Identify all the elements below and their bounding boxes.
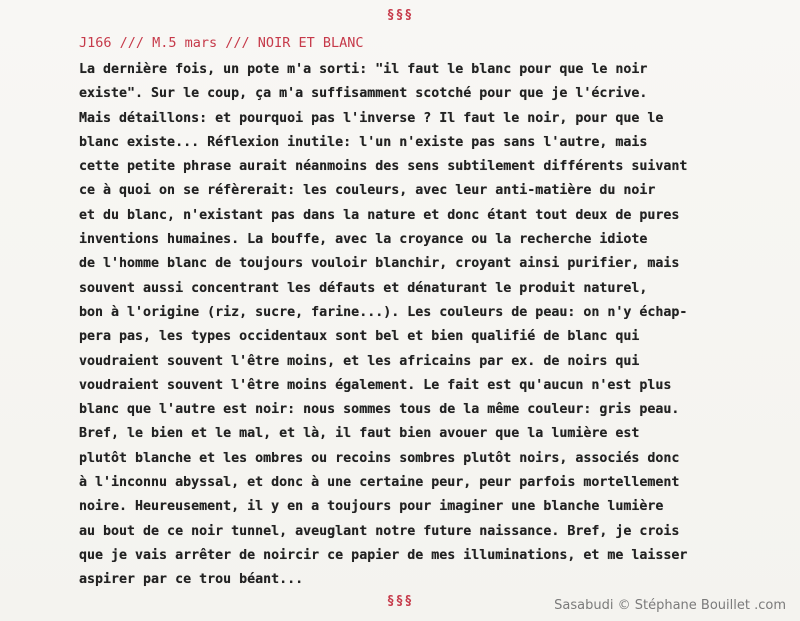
text-line: à l'inconnu abyssal, et donc à une certaine peur, peur parfois mortellement — [79, 475, 680, 491]
text-line: existe". Sur le coup, ça m'a suffisamment scotché pour que je l'écrive. — [79, 86, 648, 102]
text-line: inventions humaines. La bouffe, avec la croyance ou la recherche idiote — [79, 232, 648, 248]
text-line: souvent aussi concentrant les défauts et dénaturant le produit naturel, — [79, 280, 648, 296]
text-line: blanc existe... Réflexion inutile: l'un n'existe pas sans l'autre, mais — [79, 134, 648, 150]
text-line: blanc que l'autre est noir: nous sommes tous de la même couleur: gris peau. — [79, 402, 680, 418]
text-line: bon à l'origine (riz, sucre, farine...). Les couleurs de peau: on n'y échap- — [79, 304, 688, 320]
text-line: cette petite phrase aurait néanmoins des sens subtilement différents suivant — [79, 159, 688, 175]
text-line: ce à quoi on se réfèrerait: les couleurs, avec leur anti-matière du noir — [79, 183, 656, 199]
text-line: pera pas, les types occidentaux sont bel et bien qualifié de blanc qui — [79, 329, 640, 345]
text-line: Mais détaillons: et pourquoi pas l'inverse ? Il faut le noir, pour que le — [79, 110, 664, 126]
body-text — [79, 58, 779, 593]
text-line: de l'homme blanc de toujours vouloir blanchir, croyant ainsi purifier, mais — [79, 256, 680, 272]
text-line: noire. Heureusement, il y en a toujours pour imaginer une blanche lumière — [79, 499, 664, 515]
text-line: voudraient souvent l'être moins également. Le fait est qu'aucun n'est plus — [79, 377, 672, 393]
text-line: La dernière fois, un pote m'a sorti: "il faut le blanc pour que le noir — [79, 62, 648, 77]
text-line: que je vais arrêter de noircir ce papier de mes illuminations, et me laisser — [79, 547, 688, 563]
entry-header: J166 /// M.5 mars /// NOIR ET BLANC — [79, 35, 364, 51]
bottom-ornament: §§§ — [386, 594, 414, 609]
text-line: et du blanc, n'existant pas dans la nature et donc étant tout deux de pures — [79, 207, 680, 223]
text-line: voudraient souvent l'être moins, et les africains par ex. de noirs qui — [79, 353, 640, 369]
copyright-watermark: Sasabudi © Stéphane Bouillet .com — [554, 598, 786, 613]
text-line: plutôt blanche et les ombres ou recoins sombres plutôt noirs, associés donc — [79, 450, 680, 466]
text-line: au bout de ce noir tunnel, aveuglant notre future naissance. Bref, je crois — [79, 523, 680, 539]
text-line: aspirer par ce trou béant... — [79, 572, 304, 588]
text-line: Bref, le bien et le mal, et là, il faut bien avouer que la lumière est — [79, 426, 640, 442]
top-ornament: §§§ — [386, 8, 414, 23]
